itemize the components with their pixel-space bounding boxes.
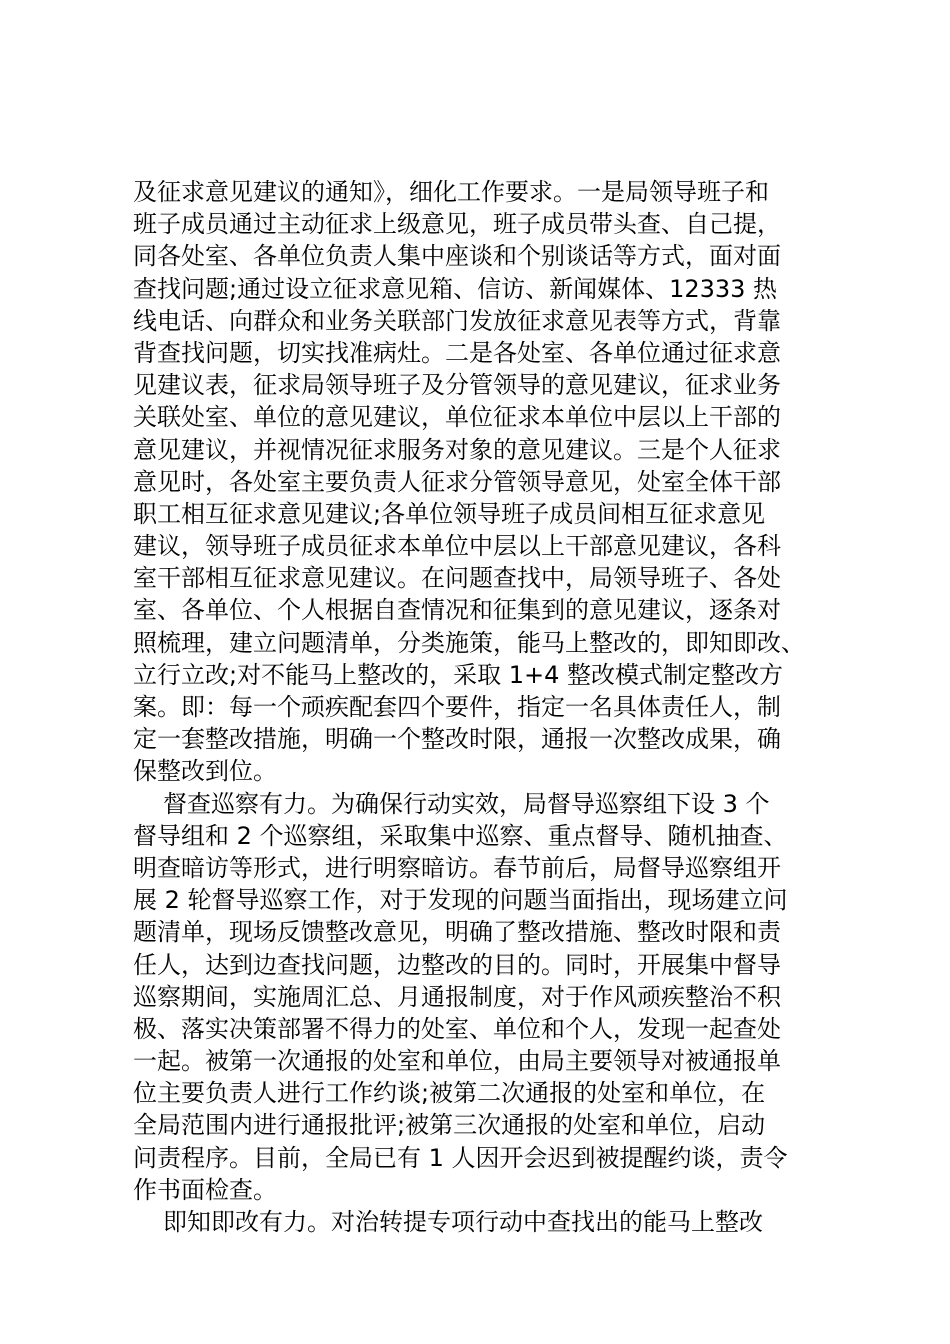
text-line: 一起。被第一次通报的处室和单位，由局主要领导对被通报单 [133,1047,781,1076]
text-line: 室干部相互征求意见建议。在问题查找中，局领导班子、各处 [133,564,781,593]
text-line: 意见时，各处室主要负责人征求分管领导意见，处室全体干部 [133,467,781,496]
text-line: 同各处室、各单位负责人集中座谈和个别谈话等方式，面对面 [133,242,781,271]
text-line: 班子成员通过主动征求上级意见，班子成员带头查、自己提， [133,210,781,239]
text-line: 见建议表，征求局领导班子及分管领导的意见建议，征求业务 [133,371,781,400]
text-line: 巡察期间，实施周汇总、月通报制度，对于作风顽疾整治不积 [133,982,781,1011]
text-line: 立行立改;对不能马上整改的，采取 1+4 整改模式制定整改方 [133,660,783,689]
paragraph-start-line: 督查巡察有力。为确保行动实效，局督导巡察组下设 3 个 [163,789,770,818]
text-line: 位主要负责人进行工作约谈;被第二次通报的处室和单位，在 [133,1079,766,1108]
text-line: 室、各单位、个人根据自查情况和征集到的意见建议，逐条对 [133,596,781,625]
text-line: 照梳理，建立问题清单，分类施策，能马上整改的，即知即改、 [133,628,805,657]
text-line: 展 2 轮督导巡察工作，对于发现的问题当面指出，现场建立问 [133,886,788,915]
text-line: 全局范围内进行通报批评;被第三次通报的处室和单位，启动 [133,1111,766,1140]
text-line: 案。即：每一个顽疾配套四个要件，指定一名具体责任人，制 [133,693,781,721]
text-line: 明查暗访等形式，进行明察暗访。春节前后，局督导巡察组开 [133,853,781,882]
text-line: 保整改到位。 [133,757,277,786]
text-line: 题清单，现场反馈整改意见，明确了整改措施、整改时限和责 [133,918,781,947]
paragraph-start-line: 即知即改有力。对治转提专项行动中查找出的能马上整改 [163,1208,763,1236]
text-line: 查找问题;通过设立征求意见箱、信访、新闻媒体、12333 热 [133,274,778,303]
text-line: 建议，领导班子成员征求本单位中层以上干部意见建议，各科 [133,532,781,561]
text-line: 督导组和 2 个巡察组，采取集中巡察、重点督导、随机抽查、 [133,821,788,850]
text-line: 任人，达到边查找问题，边整改的目的。同时，开展集中督导 [133,950,781,979]
text-line: 关联处室、单位的意见建议，单位征求本单位中层以上干部的 [133,403,781,432]
text-line: 及征求意见建议的通知》，细化工作要求。一是局领导班子和 [133,178,769,206]
text-line: 背查找问题，切实找准病灶。二是各处室、各单位通过征求意 [133,338,781,367]
text-line: 线电话、向群众和业务关联部门发放征求意见表等方式，背靠 [133,306,781,335]
text-line: 定一套整改措施，明确一个整改时限，通报一次整改成果，确 [133,725,781,754]
text-line: 极、落实决策部署不得力的处室、单位和个人，发现一起查处 [133,1014,781,1043]
document-body [133,176,833,1238]
text-line: 问责程序。目前，全局已有 1 人因开会迟到被提醒约谈，责令 [133,1143,788,1172]
text-line: 职工相互征求意见建议;各单位领导班子成员间相互征求意见 [133,499,766,528]
text-line: 意见建议，并视情况征求服务对象的意见建议。三是个人征求 [133,435,781,464]
text-line: 作书面检查。 [133,1175,277,1204]
